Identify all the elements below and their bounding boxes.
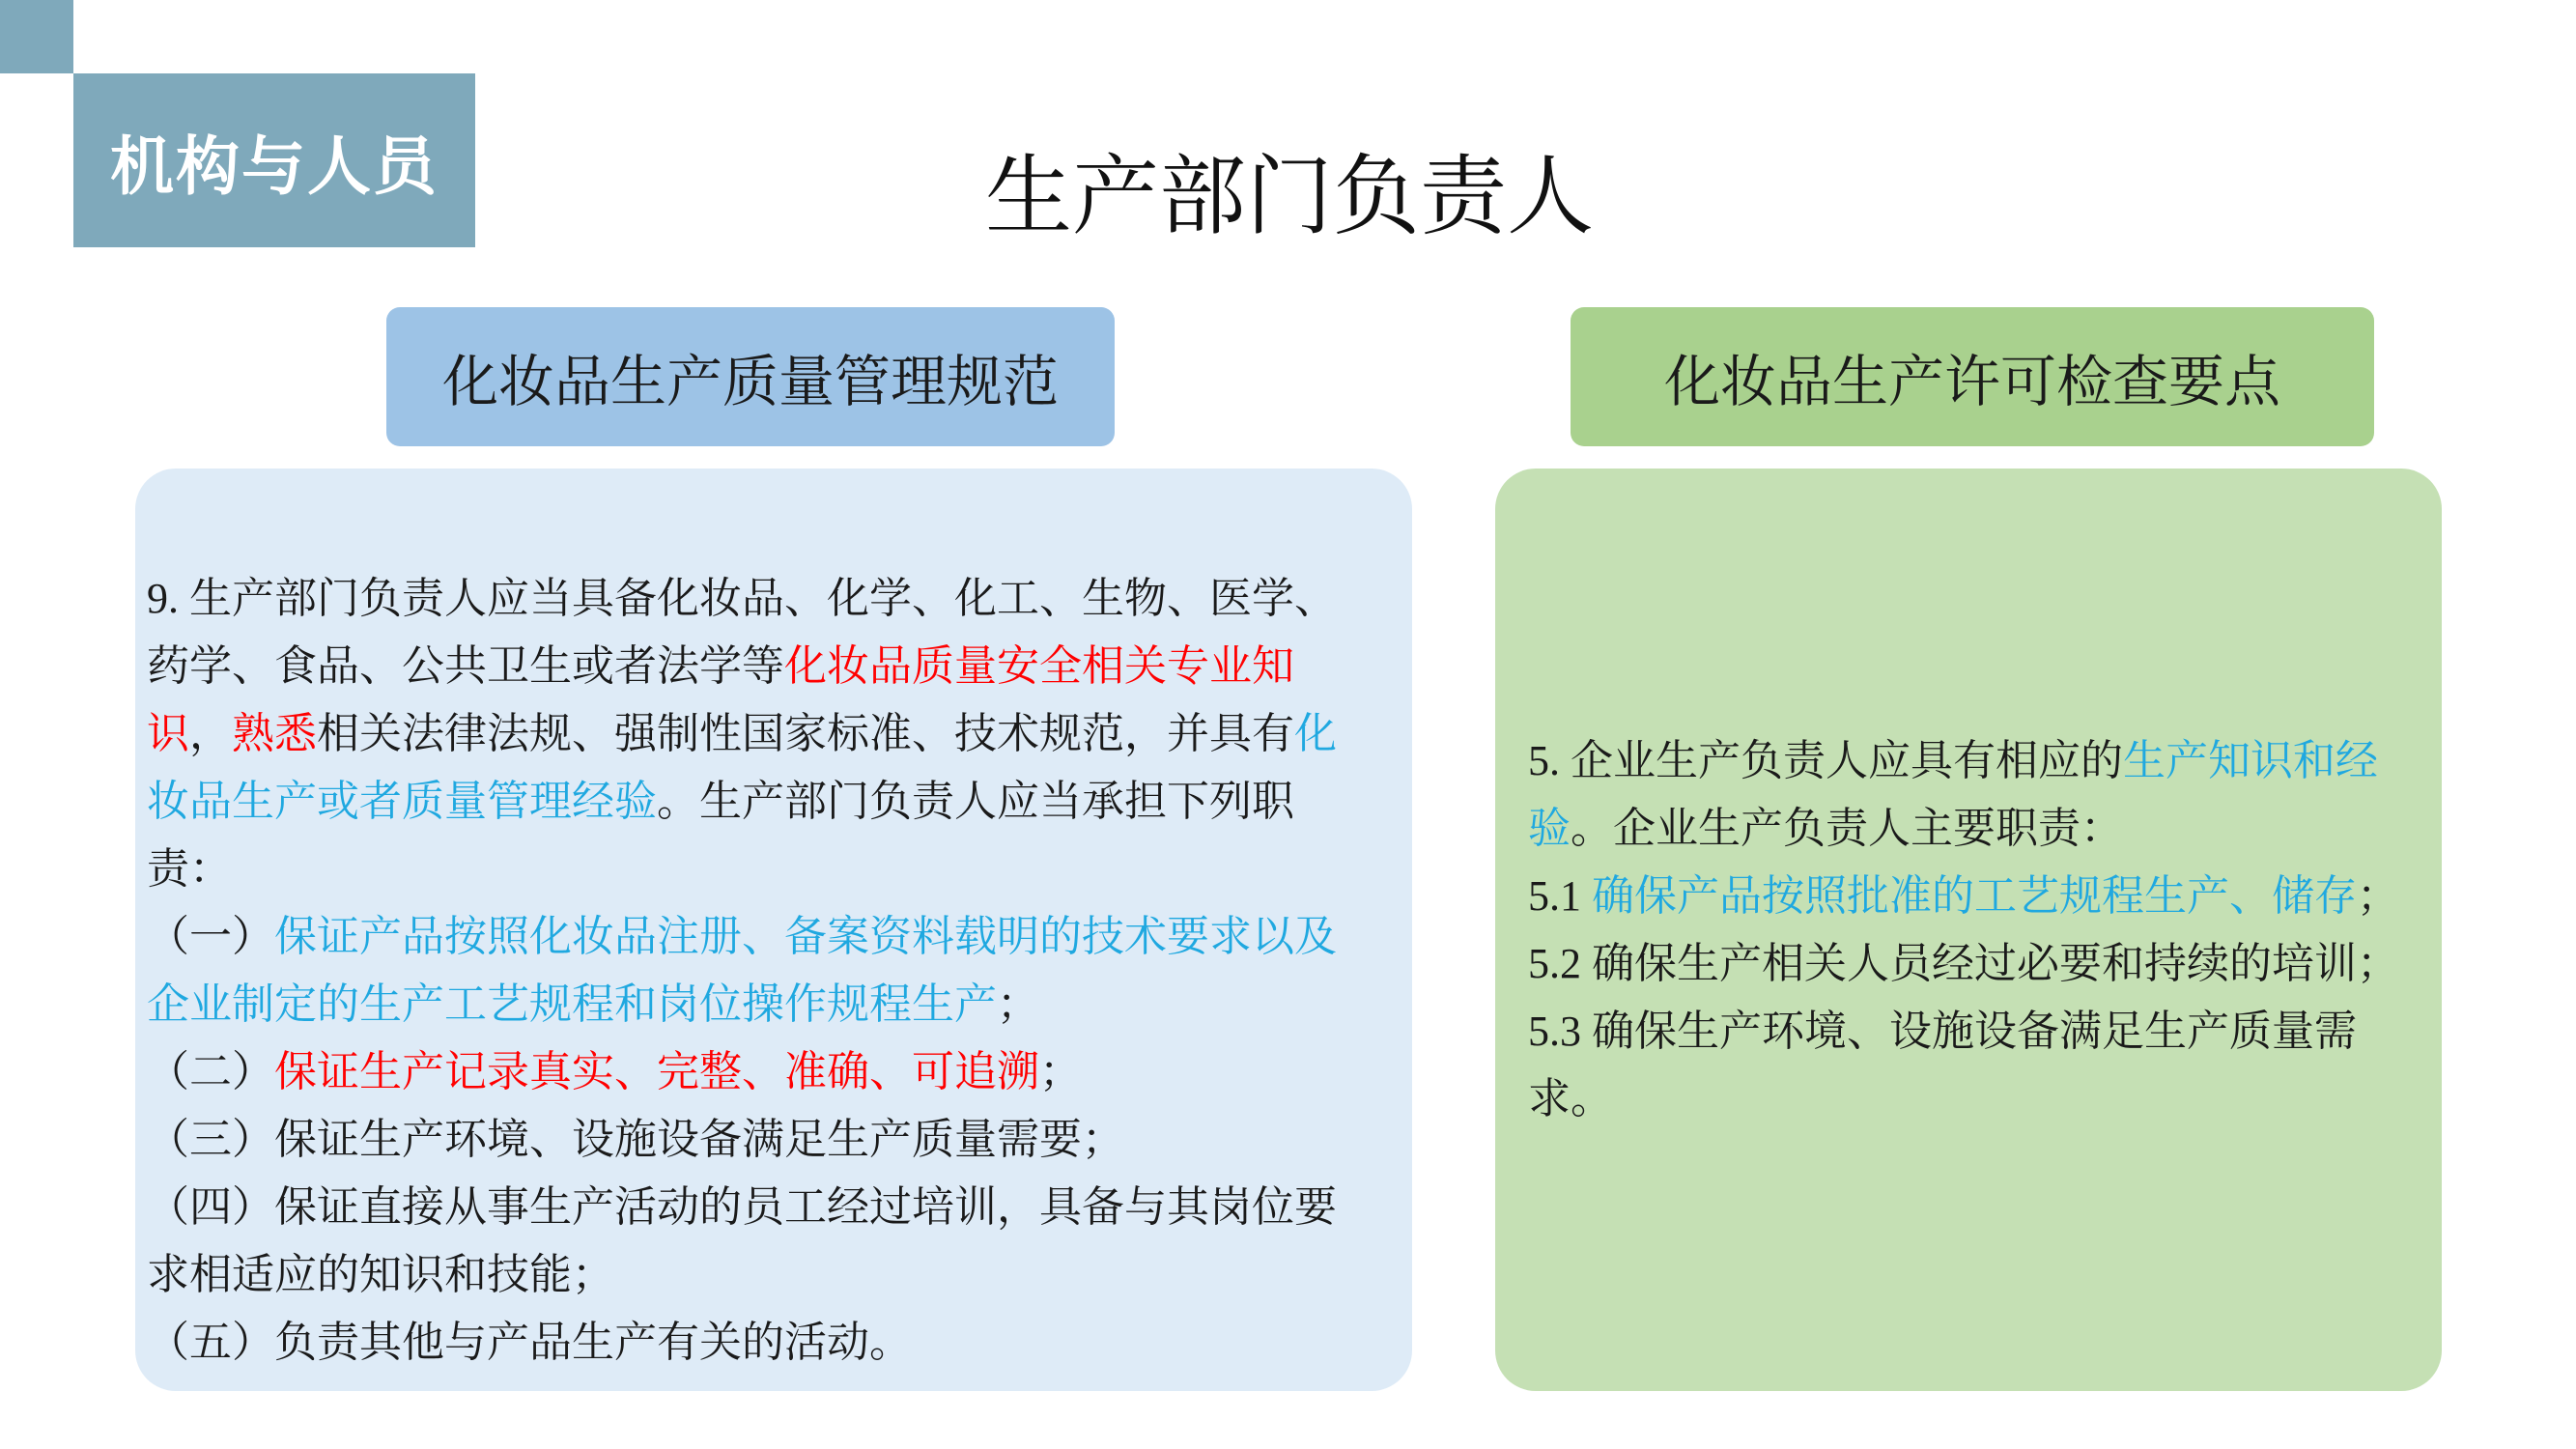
left-panel-header: 化妆品生产质量管理规范: [386, 307, 1115, 446]
right-item-5-3: 5.3 确保生产环境、设施设备满足生产质量需求。: [1528, 1006, 2357, 1123]
section-tag: [73, 73, 475, 247]
left-item-1: （一）保证产品按照化妆品注册、备案资料载明的技术要求以及企业制定的生产工艺规程和岗位操作规程生产；: [147, 912, 1337, 1029]
right-paragraph-5: 5. 企业生产负责人应具有相应的生产知识和经验。企业生产负责人主要职责：: [1528, 735, 2378, 853]
right-content-card: [1495, 469, 2442, 1391]
left-item-5: （五）负责其他与产品生产有关的活动。: [147, 1318, 912, 1367]
left-paragraph-9: 9. 生产部门负责人应当具备化妆品、化学、化工、生物、医学、药学、食品、公共卫生或者法学等化妆品质量安全相关专业知识，熟悉相关法律法规、强制性国家标准、技术规范，并具有化妆品生产或者质量管理经验。生产部门负责人应当承担下列职责：: [147, 574, 1337, 894]
left-content-text: [147, 565, 1377, 1377]
right-panel-header: 化妆品生产许可检查要点: [1571, 307, 2374, 446]
section-tag-label: 机构与人员: [110, 128, 439, 204]
left-item-3: （三）保证生产环境、设施设备满足生产质量需要；: [147, 1115, 1124, 1164]
page-title: 生产部门负责人: [985, 146, 1594, 247]
right-content-text: [1528, 727, 2407, 1133]
left-content-card: [135, 469, 1412, 1391]
corner-accent-square: [0, 0, 73, 73]
left-item-2: （二）保证生产记录真实、完整、准确、可追溯；: [147, 1047, 1082, 1096]
right-item-5-1: 5.1 确保产品按照批准的工艺规程生产、储存；: [1528, 870, 2399, 921]
left-item-4: （四）保证直接从事生产活动的员工经过培训，具备与其岗位要求相适应的知识和技能；: [147, 1182, 1337, 1299]
right-item-5-2: 5.2 确保生产相关人员经过必要和持续的培训；: [1528, 938, 2399, 988]
